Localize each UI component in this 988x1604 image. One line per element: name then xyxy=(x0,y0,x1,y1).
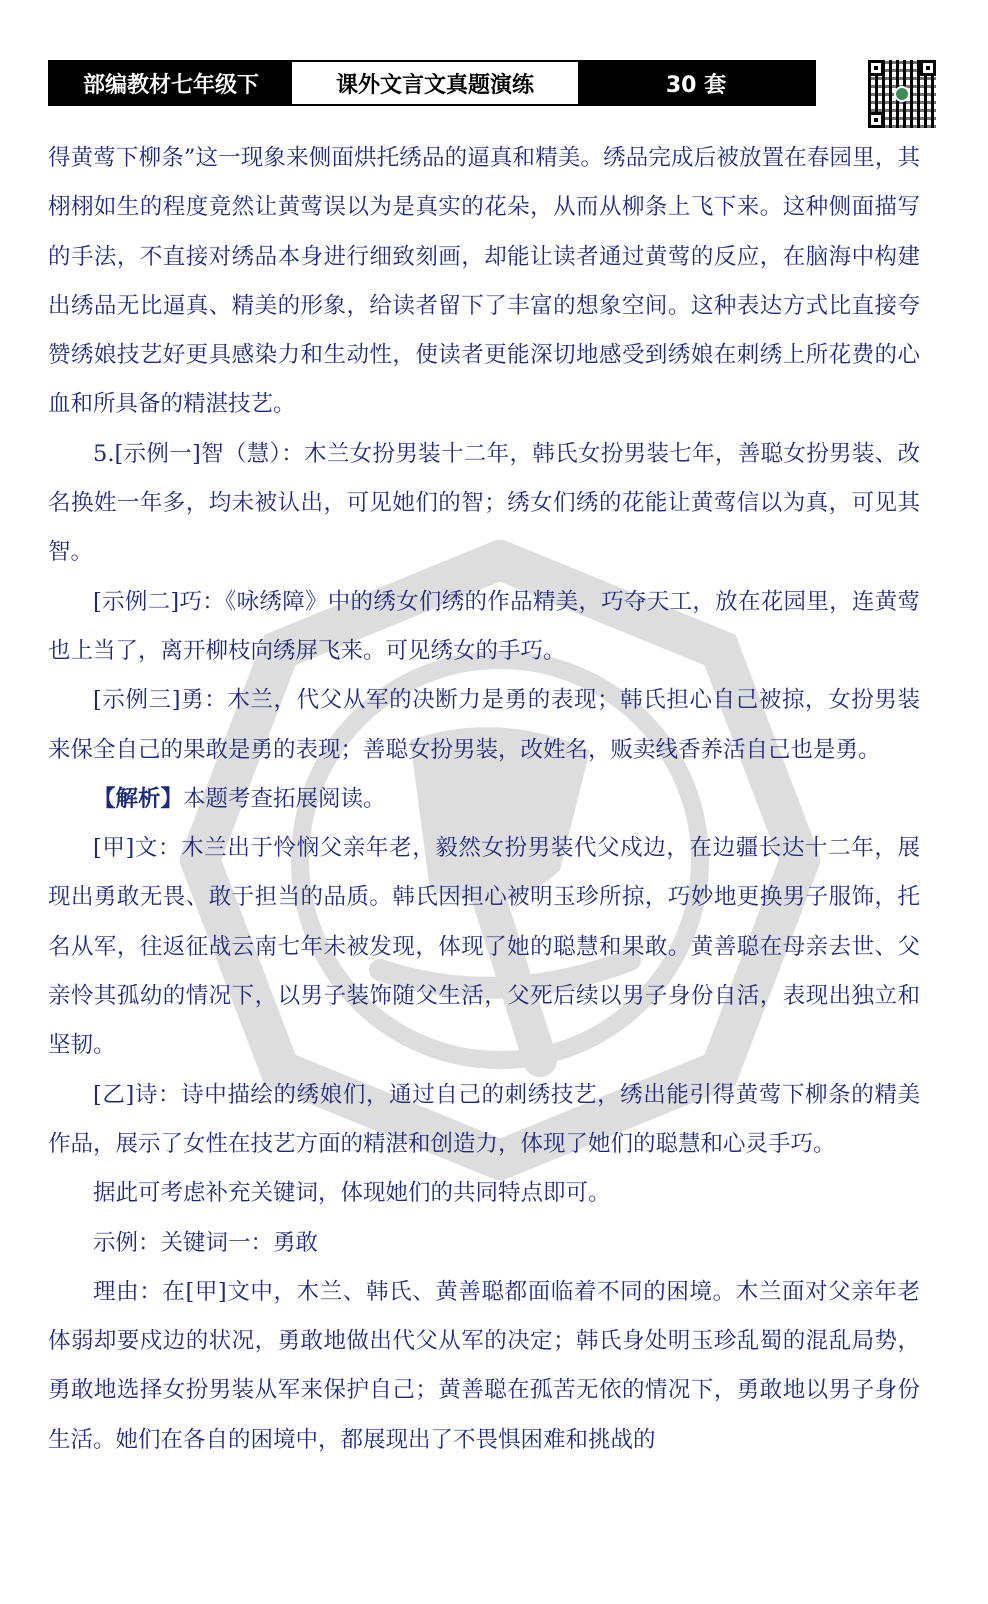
page-header xyxy=(48,60,816,106)
analysis-text: 本题考查拓展阅读。 xyxy=(183,785,386,812)
header-set-count: 30 套 xyxy=(578,62,814,104)
paragraph-analysis xyxy=(48,775,920,824)
paragraph-continuation: 得黄莺下柳条”这一现象来侧面烘托绣品的逼真和精美。绣品完成后被放置在春园里，其栩栩如生的程度竟然让黄莺误以为是真实的花朵，从而从柳条上飞下来。这种侧面描写的手法，不直接对绣品本身进行细致刻画，却能让读者通过黄莺的反应，在脑海中构建出绣品无比逼真、精美的形象，给读者留下了丰富的想象空间。这种表达方式比直接夸赞绣娘技艺好更具感染力和生动性，使读者更能深切地感受到绣娘在刺绣上所花费的心血和所具备的精湛技艺。 xyxy=(48,145,920,418)
header-subject: 课外文言文真题演练 xyxy=(292,62,578,104)
paragraph-keyword: 示例：关键词一：勇敢 xyxy=(93,1229,319,1256)
paragraph-example-3: [示例三]勇：木兰，代父从军的决断力是勇的表现；韩氏担心自己被掠，女扮男装来保全自己的果敢是勇的表现；善聪女扮男装，改姓名，贩卖线香养活自己也是勇。 xyxy=(48,687,920,763)
paragraph-reason: 理由：在[甲]文中，木兰、韩氏、黄善聪都面临着不同的困境。木兰面对父亲年老体弱却要戍边的状况，勇敢地做出代父从军的决定；韩氏身处明玉珍乱蜀的混乱局势，勇敢地选择女扮男装从军来保护自己；黄善聪在孤苦无依的情况下，勇敢地以男子身份生活。她们在各自的困境中，都展现出了不畏惧困难和挑战的 xyxy=(48,1278,920,1453)
paragraph-example-2: [示例二]巧：《咏绣障》中的绣女们绣的作品精美，巧夺天工，放在花园里，连黄莺也上当了，离开柳枝向绣屏飞来。可见绣女的手巧。 xyxy=(48,588,920,664)
analysis-tag: 【解析】 xyxy=(93,785,184,812)
paragraph-example-1: 5.[示例一]智（慧）：木兰女扮男装十二年，韩氏女扮男装七年，善聪女扮男装、改名换姓一年多，均未被认出，可见她们的智；绣女们绣的花能让黄莺信以为真，可见其智。 xyxy=(48,440,920,566)
header-textbook: 部编教材七年级下 xyxy=(50,62,292,104)
qr-logo-icon xyxy=(894,86,910,102)
paragraph-yi: [乙]诗：诗中描绘的绣娘们，通过自己的刺绣技艺，绣出能引得黄莺下柳条的精美作品，展示了女性在技艺方面的精湛和创造力，体现了她们的聪慧和心灵手巧。 xyxy=(48,1081,920,1157)
paragraph-jia: [甲]文：木兰出于怜悯父亲年老，毅然女扮男装代父戍边，在边疆长达十二年，展现出勇敢无畏、敢于担当的品质。韩氏因担心被明玉珍所掠，巧妙地更换男子服饰，托名从军，往返征战云南七年未被发现，体现了她的聪慧和果敢。黄善聪在母亲去世、父亲怜其孤幼的情况下，以男子装饰随父生活，父死后续以男子身份自活，表现出独立和坚韧。 xyxy=(48,835,920,1059)
paragraph-hint: 据此可考虑补充关键词，体现她们的共同特点即可。 xyxy=(93,1180,611,1207)
document-body xyxy=(48,134,920,1465)
qr-code[interactable] xyxy=(868,60,936,128)
